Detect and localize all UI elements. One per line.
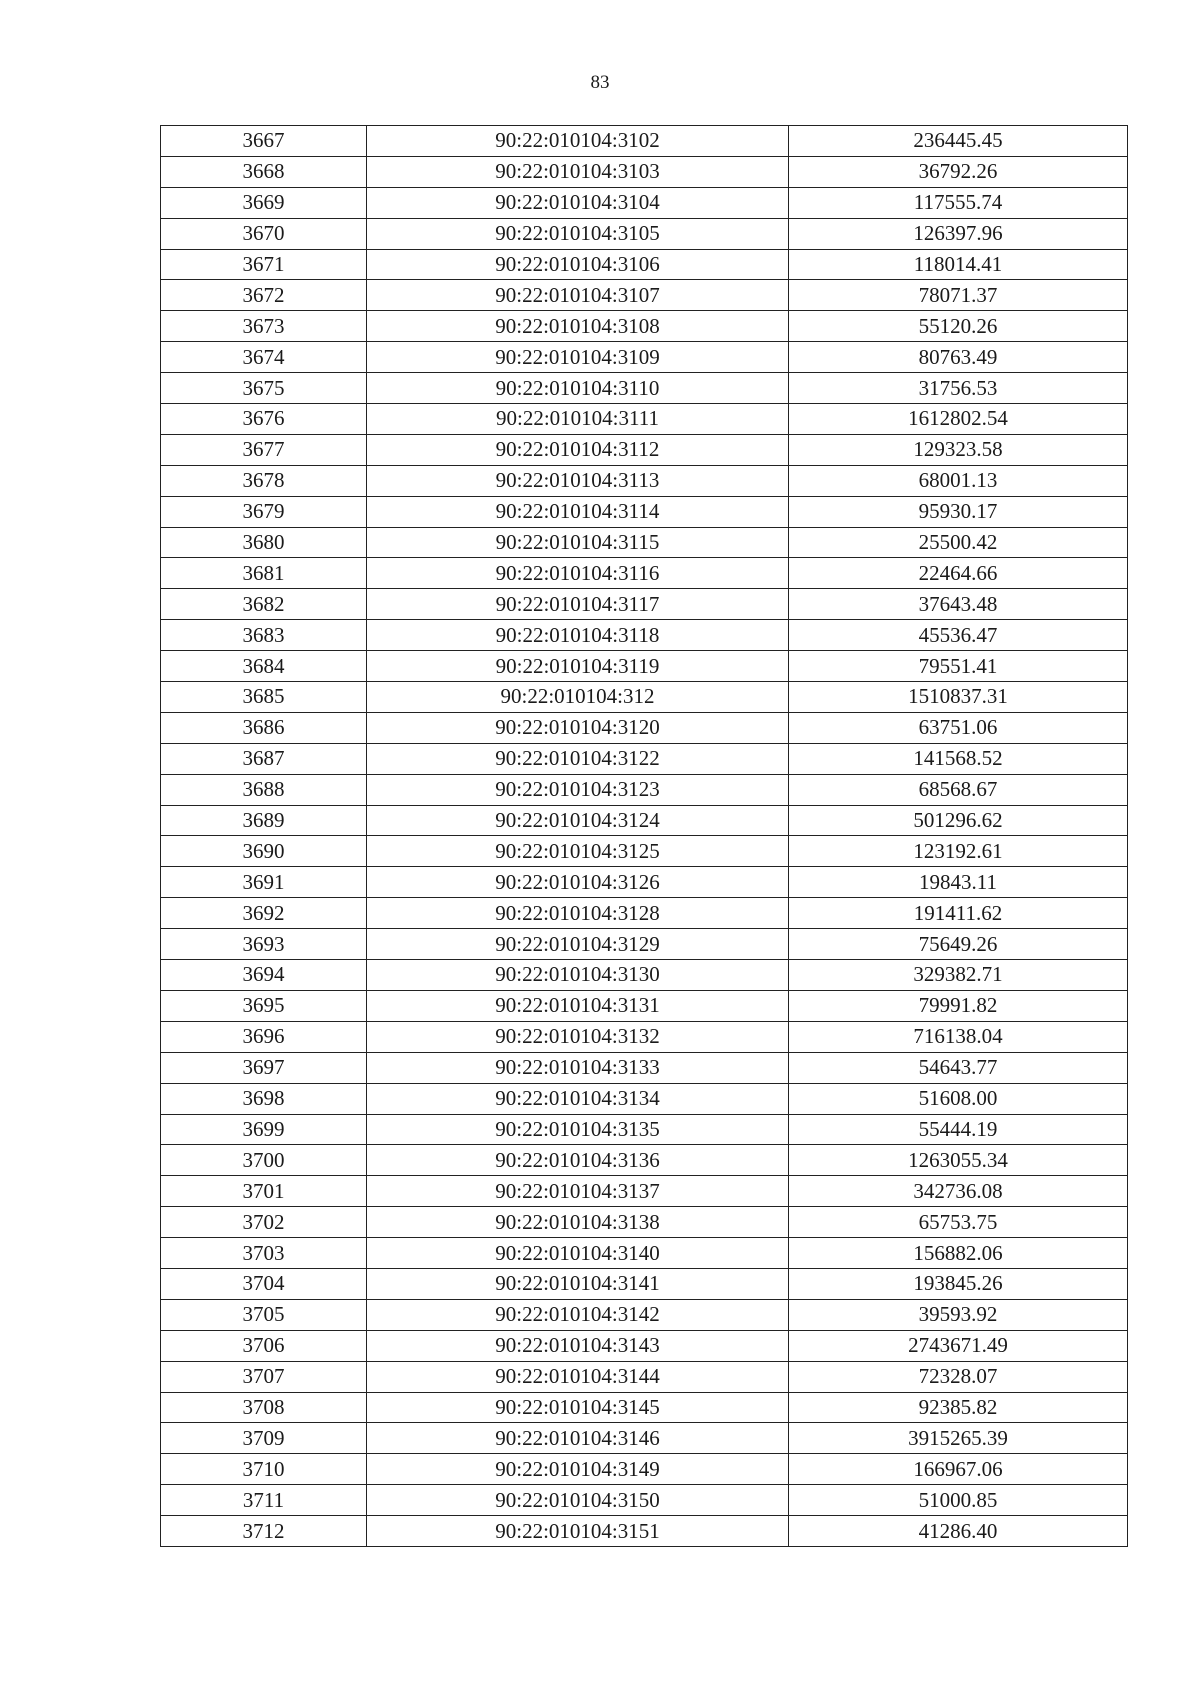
row-number-cell: 3674 [161, 342, 367, 373]
cadastral-number-cell: 90:22:010104:3108 [367, 311, 789, 342]
table-row [161, 558, 1128, 589]
table-row [161, 126, 1128, 157]
area-value-cell: 54643.77 [789, 1052, 1128, 1083]
table-row [161, 1083, 1128, 1114]
area-value-cell: 716138.04 [789, 1021, 1128, 1052]
cadastral-number-cell: 90:22:010104:3133 [367, 1052, 789, 1083]
area-value-cell: 166967.06 [789, 1454, 1128, 1485]
area-value-cell: 191411.62 [789, 898, 1128, 929]
cadastral-number-cell: 90:22:010104:3143 [367, 1330, 789, 1361]
table-row [161, 218, 1128, 249]
table-row [161, 1392, 1128, 1423]
table-row [161, 651, 1128, 682]
table-row [161, 434, 1128, 465]
area-value-cell: 55444.19 [789, 1114, 1128, 1145]
table-row [161, 1114, 1128, 1145]
row-number-cell: 3688 [161, 774, 367, 805]
cadastral-number-cell: 90:22:010104:3149 [367, 1454, 789, 1485]
table-row [161, 774, 1128, 805]
area-value-cell: 95930.17 [789, 496, 1128, 527]
area-value-cell: 78071.37 [789, 280, 1128, 311]
cadastral-number-cell: 90:22:010104:3134 [367, 1083, 789, 1114]
table-row [161, 1485, 1128, 1516]
cadastral-number-cell: 90:22:010104:3135 [367, 1114, 789, 1145]
area-value-cell: 141568.52 [789, 743, 1128, 774]
cadastral-number-cell: 90:22:010104:3129 [367, 929, 789, 960]
cadastral-number-cell: 90:22:010104:3122 [367, 743, 789, 774]
table-body [161, 126, 1128, 1547]
table-row [161, 1176, 1128, 1207]
table-row [161, 743, 1128, 774]
table-row [161, 1299, 1128, 1330]
row-number-cell: 3705 [161, 1299, 367, 1330]
cadastral-number-cell: 90:22:010104:3151 [367, 1516, 789, 1547]
cadastral-number-cell: 90:22:010104:3103 [367, 156, 789, 187]
cadastral-number-cell: 90:22:010104:3142 [367, 1299, 789, 1330]
cadastral-number-cell: 90:22:010104:3116 [367, 558, 789, 589]
table-row [161, 1145, 1128, 1176]
cadastral-number-cell: 90:22:010104:3112 [367, 434, 789, 465]
row-number-cell: 3700 [161, 1145, 367, 1176]
cadastral-number-cell: 90:22:010104:3117 [367, 589, 789, 620]
row-number-cell: 3707 [161, 1361, 367, 1392]
table-row [161, 373, 1128, 404]
area-value-cell: 342736.08 [789, 1176, 1128, 1207]
row-number-cell: 3669 [161, 187, 367, 218]
row-number-cell: 3684 [161, 651, 367, 682]
cadastral-number-cell: 90:22:010104:3111 [367, 404, 789, 435]
row-number-cell: 3706 [161, 1330, 367, 1361]
cadastral-number-cell: 90:22:010104:3113 [367, 465, 789, 496]
table-row [161, 1423, 1128, 1454]
area-value-cell: 329382.71 [789, 960, 1128, 991]
row-number-cell: 3691 [161, 867, 367, 898]
table-row [161, 1516, 1128, 1547]
table-row [161, 929, 1128, 960]
row-number-cell: 3681 [161, 558, 367, 589]
row-number-cell: 3698 [161, 1083, 367, 1114]
area-value-cell: 68001.13 [789, 465, 1128, 496]
table-row [161, 712, 1128, 743]
cadastral-number-cell: 90:22:010104:3110 [367, 373, 789, 404]
table-row [161, 311, 1128, 342]
area-value-cell: 80763.49 [789, 342, 1128, 373]
area-value-cell: 1612802.54 [789, 404, 1128, 435]
area-value-cell: 37643.48 [789, 589, 1128, 620]
cadastral-number-cell: 90:22:010104:3150 [367, 1485, 789, 1516]
cadastral-number-cell: 90:22:010104:3104 [367, 187, 789, 218]
table-row [161, 249, 1128, 280]
row-number-cell: 3702 [161, 1207, 367, 1238]
cadastral-number-cell: 90:22:010104:3144 [367, 1361, 789, 1392]
area-value-cell: 236445.45 [789, 126, 1128, 157]
row-number-cell: 3712 [161, 1516, 367, 1547]
table-row [161, 1361, 1128, 1392]
area-value-cell: 39593.92 [789, 1299, 1128, 1330]
row-number-cell: 3710 [161, 1454, 367, 1485]
table-row [161, 682, 1128, 713]
area-value-cell: 41286.40 [789, 1516, 1128, 1547]
table-row [161, 1238, 1128, 1269]
row-number-cell: 3686 [161, 712, 367, 743]
row-number-cell: 3693 [161, 929, 367, 960]
cadastral-number-cell: 90:22:010104:3106 [367, 249, 789, 280]
cadastral-number-cell: 90:22:010104:3145 [367, 1392, 789, 1423]
area-value-cell: 79991.82 [789, 990, 1128, 1021]
cadastral-number-cell: 90:22:010104:3132 [367, 1021, 789, 1052]
cadastral-table [160, 125, 1128, 1547]
row-number-cell: 3678 [161, 465, 367, 496]
area-value-cell: 156882.06 [789, 1238, 1128, 1269]
row-number-cell: 3695 [161, 990, 367, 1021]
table-row [161, 990, 1128, 1021]
table-row [161, 620, 1128, 651]
cadastral-number-cell: 90:22:010104:3119 [367, 651, 789, 682]
table-row [161, 527, 1128, 558]
cadastral-number-cell: 90:22:010104:3125 [367, 836, 789, 867]
cadastral-number-cell: 90:22:010104:3146 [367, 1423, 789, 1454]
table-row [161, 836, 1128, 867]
row-number-cell: 3677 [161, 434, 367, 465]
row-number-cell: 3704 [161, 1268, 367, 1299]
cadastral-number-cell: 90:22:010104:3115 [367, 527, 789, 558]
cadastral-number-cell: 90:22:010104:3118 [367, 620, 789, 651]
table-row [161, 898, 1128, 929]
row-number-cell: 3673 [161, 311, 367, 342]
row-number-cell: 3671 [161, 249, 367, 280]
area-value-cell: 25500.42 [789, 527, 1128, 558]
table-row [161, 867, 1128, 898]
table-row [161, 187, 1128, 218]
row-number-cell: 3687 [161, 743, 367, 774]
table-row [161, 1021, 1128, 1052]
area-value-cell: 92385.82 [789, 1392, 1128, 1423]
area-value-cell: 55120.26 [789, 311, 1128, 342]
row-number-cell: 3685 [161, 682, 367, 713]
row-number-cell: 3676 [161, 404, 367, 435]
row-number-cell: 3683 [161, 620, 367, 651]
area-value-cell: 19843.11 [789, 867, 1128, 898]
area-value-cell: 65753.75 [789, 1207, 1128, 1238]
area-value-cell: 45536.47 [789, 620, 1128, 651]
area-value-cell: 51000.85 [789, 1485, 1128, 1516]
area-value-cell: 3915265.39 [789, 1423, 1128, 1454]
table-row [161, 1330, 1128, 1361]
cadastral-number-cell: 90:22:010104:3140 [367, 1238, 789, 1269]
cadastral-number-cell: 90:22:010104:3124 [367, 805, 789, 836]
row-number-cell: 3667 [161, 126, 367, 157]
table-row [161, 805, 1128, 836]
cadastral-number-cell: 90:22:010104:3120 [367, 712, 789, 743]
table-row [161, 156, 1128, 187]
cadastral-number-cell: 90:22:010104:3107 [367, 280, 789, 311]
area-value-cell: 51608.00 [789, 1083, 1128, 1114]
page-number: 83 [590, 72, 610, 93]
table-row [161, 342, 1128, 373]
cadastral-number-cell: 90:22:010104:3109 [367, 342, 789, 373]
row-number-cell: 3692 [161, 898, 367, 929]
area-value-cell: 75649.26 [789, 929, 1128, 960]
area-value-cell: 193845.26 [789, 1268, 1128, 1299]
table-row [161, 1454, 1128, 1485]
table-row [161, 465, 1128, 496]
cadastral-number-cell: 90:22:010104:3131 [367, 990, 789, 1021]
table-row [161, 404, 1128, 435]
row-number-cell: 3703 [161, 1238, 367, 1269]
row-number-cell: 3689 [161, 805, 367, 836]
area-value-cell: 126397.96 [789, 218, 1128, 249]
row-number-cell: 3694 [161, 960, 367, 991]
cadastral-number-cell: 90:22:010104:3136 [367, 1145, 789, 1176]
row-number-cell: 3701 [161, 1176, 367, 1207]
row-number-cell: 3672 [161, 280, 367, 311]
cadastral-number-cell: 90:22:010104:3138 [367, 1207, 789, 1238]
cadastral-number-cell: 90:22:010104:3137 [367, 1176, 789, 1207]
row-number-cell: 3697 [161, 1052, 367, 1083]
table-row [161, 280, 1128, 311]
cadastral-number-cell: 90:22:010104:3130 [367, 960, 789, 991]
table-row [161, 1052, 1128, 1083]
area-value-cell: 123192.61 [789, 836, 1128, 867]
area-value-cell: 63751.06 [789, 712, 1128, 743]
area-value-cell: 79551.41 [789, 651, 1128, 682]
row-number-cell: 3690 [161, 836, 367, 867]
row-number-cell: 3699 [161, 1114, 367, 1145]
area-value-cell: 1510837.31 [789, 682, 1128, 713]
area-value-cell: 117555.74 [789, 187, 1128, 218]
cadastral-number-cell: 90:22:010104:3128 [367, 898, 789, 929]
area-value-cell: 129323.58 [789, 434, 1128, 465]
row-number-cell: 3675 [161, 373, 367, 404]
cadastral-number-cell: 90:22:010104:3114 [367, 496, 789, 527]
table-row [161, 589, 1128, 620]
table-row [161, 496, 1128, 527]
row-number-cell: 3682 [161, 589, 367, 620]
table-row [161, 960, 1128, 991]
row-number-cell: 3668 [161, 156, 367, 187]
table-row [161, 1268, 1128, 1299]
row-number-cell: 3708 [161, 1392, 367, 1423]
cadastral-number-cell: 90:22:010104:3126 [367, 867, 789, 898]
cadastral-number-cell: 90:22:010104:312 [367, 682, 789, 713]
cadastral-number-cell: 90:22:010104:3141 [367, 1268, 789, 1299]
row-number-cell: 3709 [161, 1423, 367, 1454]
area-value-cell: 68568.67 [789, 774, 1128, 805]
cadastral-number-cell: 90:22:010104:3105 [367, 218, 789, 249]
area-value-cell: 118014.41 [789, 249, 1128, 280]
cadastral-number-cell: 90:22:010104:3102 [367, 126, 789, 157]
area-value-cell: 1263055.34 [789, 1145, 1128, 1176]
area-value-cell: 22464.66 [789, 558, 1128, 589]
row-number-cell: 3711 [161, 1485, 367, 1516]
area-value-cell: 31756.53 [789, 373, 1128, 404]
row-number-cell: 3696 [161, 1021, 367, 1052]
area-value-cell: 72328.07 [789, 1361, 1128, 1392]
row-number-cell: 3680 [161, 527, 367, 558]
cadastral-number-cell: 90:22:010104:3123 [367, 774, 789, 805]
row-number-cell: 3670 [161, 218, 367, 249]
row-number-cell: 3679 [161, 496, 367, 527]
table-row [161, 1207, 1128, 1238]
area-value-cell: 501296.62 [789, 805, 1128, 836]
area-value-cell: 36792.26 [789, 156, 1128, 187]
area-value-cell: 2743671.49 [789, 1330, 1128, 1361]
